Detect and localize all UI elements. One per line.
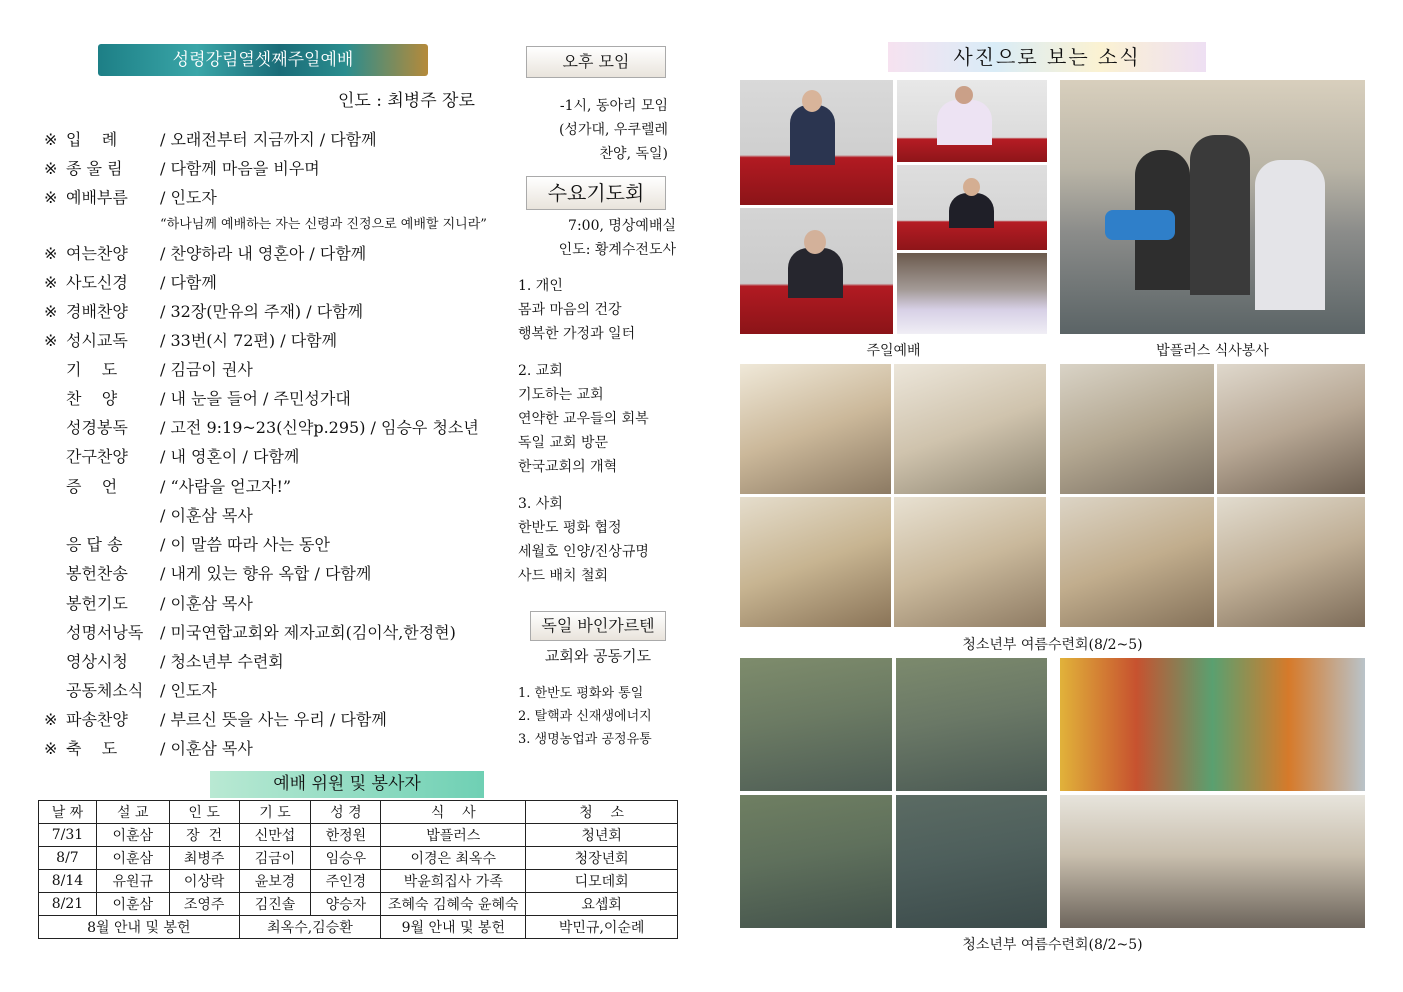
wednesday-prayer-title: 수요기도회 — [526, 176, 666, 210]
duty-cell: 이훈삼 — [96, 893, 169, 916]
order-item-content: / 인도자 — [160, 188, 217, 207]
standing-mark: ※ — [44, 130, 58, 149]
prayer-group-heading: 3. 사회 — [518, 496, 563, 512]
aug-offering-label: 8월 안내 및 봉헌 — [39, 916, 240, 939]
sep-offering-label: 9월 안내 및 봉헌 — [381, 916, 526, 939]
service-leader: 인도 : 최병주 장로 — [338, 91, 475, 111]
duty-cell: 이경은 최옥수 — [381, 847, 526, 870]
duty-cell: 최병주 — [169, 847, 239, 870]
duty-title-banner: 예배 위원 및 봉사자 — [210, 771, 484, 798]
wed-line: 인도: 황계수전도사 — [558, 242, 676, 258]
order-item-name: 공동체소식 — [66, 681, 144, 700]
duty-header-cell: 청 소 — [526, 801, 678, 824]
duty-cell: 윤보경 — [239, 870, 311, 893]
order-item-content: / 고전 9:19~23(신약p.295) / 임승우 청소년 — [160, 418, 479, 437]
duty-cell: 8/7 — [39, 847, 97, 870]
wed-line: 7:00, 명상예배실 — [568, 218, 676, 234]
prayer-group — [518, 492, 649, 588]
order-item-name: 여는찬양 — [66, 244, 128, 263]
duty-cell: 주인경 — [311, 870, 381, 893]
prayer-item: 한반도 평화 협정 — [518, 520, 622, 536]
duty-cell: 디모데회 — [526, 870, 678, 893]
prayer-item: 몸과 마음의 건강 — [518, 302, 622, 318]
youth-retreat-photo — [740, 364, 891, 494]
order-item-content: / 내 영혼이 / 다함께 — [160, 447, 300, 466]
prayer-item: 세월호 인양/진상규명 — [518, 544, 649, 560]
order-item-name: 응 답 송 — [66, 535, 123, 554]
order-item-name: 봉헌기도 — [66, 594, 128, 613]
caption-youth-retreat-1: 청소년부 여름수련회(8/2~5) — [962, 637, 1143, 653]
duty-cell: 한정원 — [311, 824, 381, 847]
wednesday-prayer-text — [520, 214, 676, 262]
duty-header-cell: 날 짜 — [39, 801, 97, 824]
duty-header-cell: 인 도 — [169, 801, 239, 824]
sunday-service-photo — [897, 80, 1047, 162]
order-item-name: 간구찬양 — [66, 447, 128, 466]
youth-retreat-photo — [740, 497, 891, 627]
prayer-item: 연약한 교우들의 회복 — [518, 411, 649, 427]
germany-item: 2. 탈핵과 신재생에너지 — [518, 709, 652, 724]
order-item-name: 성명서낭독 — [66, 623, 144, 642]
duty-cell: 임승우 — [311, 847, 381, 870]
order-item-content: / 인도자 — [160, 681, 217, 700]
group-mural-photo — [1060, 658, 1365, 791]
duty-cell: 8/14 — [39, 870, 97, 893]
caption-sunday-service: 주일예배 — [866, 343, 921, 359]
duty-table — [38, 800, 678, 939]
sunday-service-photo — [740, 80, 893, 205]
duty-row — [39, 847, 678, 870]
youth-retreat-photo — [1060, 364, 1214, 494]
duty-cell: 이훈삼 — [96, 847, 169, 870]
prayer-group — [518, 359, 649, 479]
germany-subtitle: 교회와 공동기도 — [544, 647, 652, 665]
afternoon-line: -1시, 동아리 모임 — [559, 98, 668, 114]
duty-header-row — [39, 801, 678, 824]
aug-offering-names: 최옥수,김승환 — [239, 916, 381, 939]
order-item-name: 예배부름 — [66, 188, 128, 207]
standing-mark: ※ — [44, 331, 58, 350]
call-to-worship-quote: “하나님께 예배하는 자는 신령과 진정으로 예배할 지니라” — [160, 217, 487, 232]
prayer-item: 한국교회의 개혁 — [518, 459, 618, 475]
sunday-service-photo — [740, 208, 893, 334]
afternoon-meeting-title: 오후 모임 — [526, 46, 666, 78]
duty-cell: 김진솔 — [239, 893, 311, 916]
order-item-name: 파송찬양 — [66, 710, 128, 729]
germany-item: 3. 생명농업과 공정유통 — [518, 732, 652, 747]
duty-cell: 신만섭 — [239, 824, 311, 847]
prayer-topics — [518, 274, 649, 601]
order-item-name: 종 울 림 — [66, 159, 123, 178]
order-item-content: / “사람을 얻고자!” — [160, 477, 292, 496]
service-title-banner: 성령강림열셋째주일예배 — [98, 44, 428, 76]
order-item-name: 봉헌찬송 — [66, 564, 128, 583]
order-item-name: 사도신경 — [66, 273, 128, 292]
standing-mark: ※ — [44, 302, 58, 321]
afternoon-line: (성가대, 우쿠렐레 — [558, 122, 668, 138]
group-photo — [1060, 795, 1365, 928]
order-item-content: / 이 말씀 따라 사는 동안 — [160, 535, 330, 554]
duty-cell: 조혜숙 김혜숙 윤혜숙 — [381, 893, 526, 916]
prayer-item: 기도하는 교회 — [518, 387, 604, 403]
duty-cell: 이상락 — [169, 870, 239, 893]
duty-row — [39, 824, 678, 847]
duty-cell: 유원규 — [96, 870, 169, 893]
germany-title: 독일 바인가르텐 — [530, 611, 666, 641]
prayer-item: 행복한 가정과 일터 — [518, 326, 636, 342]
sep-offering-names: 박민규,이순례 — [526, 916, 678, 939]
order-item-content: / 내 눈을 들어 / 주민성가대 — [160, 389, 351, 408]
duty-header-cell: 식 사 — [381, 801, 526, 824]
order-item-name: 영상시청 — [66, 652, 128, 671]
duty-footer-row — [39, 916, 678, 939]
meal-service-photo — [1060, 80, 1365, 334]
order-item-name: 기 도 — [66, 360, 118, 379]
order-item-name: 찬 양 — [66, 389, 118, 408]
photo-news-banner: 사진으로 보는 소식 — [888, 42, 1206, 72]
order-item-name: 증 언 — [66, 477, 118, 496]
duty-cell: 장 건 — [169, 824, 239, 847]
duty-cell: 8/21 — [39, 893, 97, 916]
duty-cell: 7/31 — [39, 824, 97, 847]
duty-cell: 청장년회 — [526, 847, 678, 870]
duty-row — [39, 893, 678, 916]
duty-header-cell: 기 도 — [239, 801, 311, 824]
order-item-content: / 이훈삼 목사 — [160, 594, 253, 613]
youth-retreat-photo — [1060, 497, 1214, 627]
water-play-photo — [740, 795, 892, 928]
duty-header-cell: 성 경 — [311, 801, 381, 824]
duty-cell: 요셉회 — [526, 893, 678, 916]
duty-cell: 박윤희집사 가족 — [381, 870, 526, 893]
choir-photo — [897, 253, 1047, 334]
duty-row — [39, 870, 678, 893]
order-item-content: / 이훈삼 목사 — [160, 506, 253, 525]
order-item-name: 입 례 — [66, 130, 118, 149]
duty-cell: 청년회 — [526, 824, 678, 847]
order-item-name: 성시교독 — [66, 331, 128, 350]
order-item-content: / 다함께 — [160, 273, 217, 292]
youth-retreat-photo — [894, 364, 1046, 494]
prayer-group-heading: 1. 개인 — [518, 278, 563, 294]
order-item-name: 성경봉독 — [66, 418, 128, 437]
order-item-content: / 찬양하라 내 영혼아 / 다함께 — [160, 244, 367, 263]
prayer-group-heading: 2. 교회 — [518, 363, 563, 379]
youth-retreat-photo — [894, 497, 1046, 627]
youth-retreat-photo — [1217, 364, 1365, 494]
afternoon-line: 찬양, 독일) — [599, 146, 668, 162]
order-item-content: / 33번(시 72편) / 다함께 — [160, 331, 338, 350]
standing-mark: ※ — [44, 159, 58, 178]
prayer-item: 독일 교회 방문 — [518, 435, 609, 451]
water-play-photo — [740, 658, 892, 791]
duty-cell: 양승자 — [311, 893, 381, 916]
afternoon-meeting-text — [550, 94, 668, 166]
standing-mark: ※ — [44, 710, 58, 729]
order-item-name: 경배찬양 — [66, 302, 128, 321]
caption-meal-service: 밥플러스 식사봉사 — [1156, 343, 1269, 359]
order-item-content: / 다함께 마음을 비우며 — [160, 159, 320, 178]
prayer-item: 사드 배치 철회 — [518, 568, 609, 584]
caption-youth-retreat-2: 청소년부 여름수련회(8/2~5) — [962, 937, 1143, 953]
duty-cell: 김금이 — [239, 847, 311, 870]
order-item-content: / 부르신 뜻을 사는 우리 / 다함께 — [160, 710, 387, 729]
order-item-content: / 내게 있는 향유 옥합 / 다함께 — [160, 564, 372, 583]
duty-cell: 조영주 — [169, 893, 239, 916]
germany-item: 1. 한반도 평화와 통일 — [518, 686, 644, 701]
order-item-content: / 오래전부터 지금까지 / 다함께 — [160, 130, 377, 149]
standing-mark: ※ — [44, 273, 58, 292]
duty-header-cell: 설 교 — [96, 801, 169, 824]
standing-mark: ※ — [44, 244, 58, 263]
order-item-content: / 32장(만유의 주재) / 다함께 — [160, 302, 364, 321]
order-item-name: 축 도 — [66, 739, 118, 758]
order-item-content: / 미국연합교회와 제자교회(김이삭,한정현) — [160, 623, 456, 642]
germany-prayer-list — [518, 682, 652, 751]
standing-mark: ※ — [44, 739, 58, 758]
duty-cell: 이훈삼 — [96, 824, 169, 847]
duty-cell: 밥플러스 — [381, 824, 526, 847]
order-item-content: / 청소년부 수련회 — [160, 652, 284, 671]
sunday-service-photo — [897, 165, 1047, 250]
youth-retreat-photo — [1217, 497, 1365, 627]
prayer-group — [518, 274, 649, 346]
order-item-content: / 김금이 권사 — [160, 360, 253, 379]
water-play-photo — [896, 658, 1047, 791]
water-play-photo — [896, 795, 1047, 928]
standing-mark: ※ — [44, 188, 58, 207]
order-item-content: / 이훈삼 목사 — [160, 739, 253, 758]
